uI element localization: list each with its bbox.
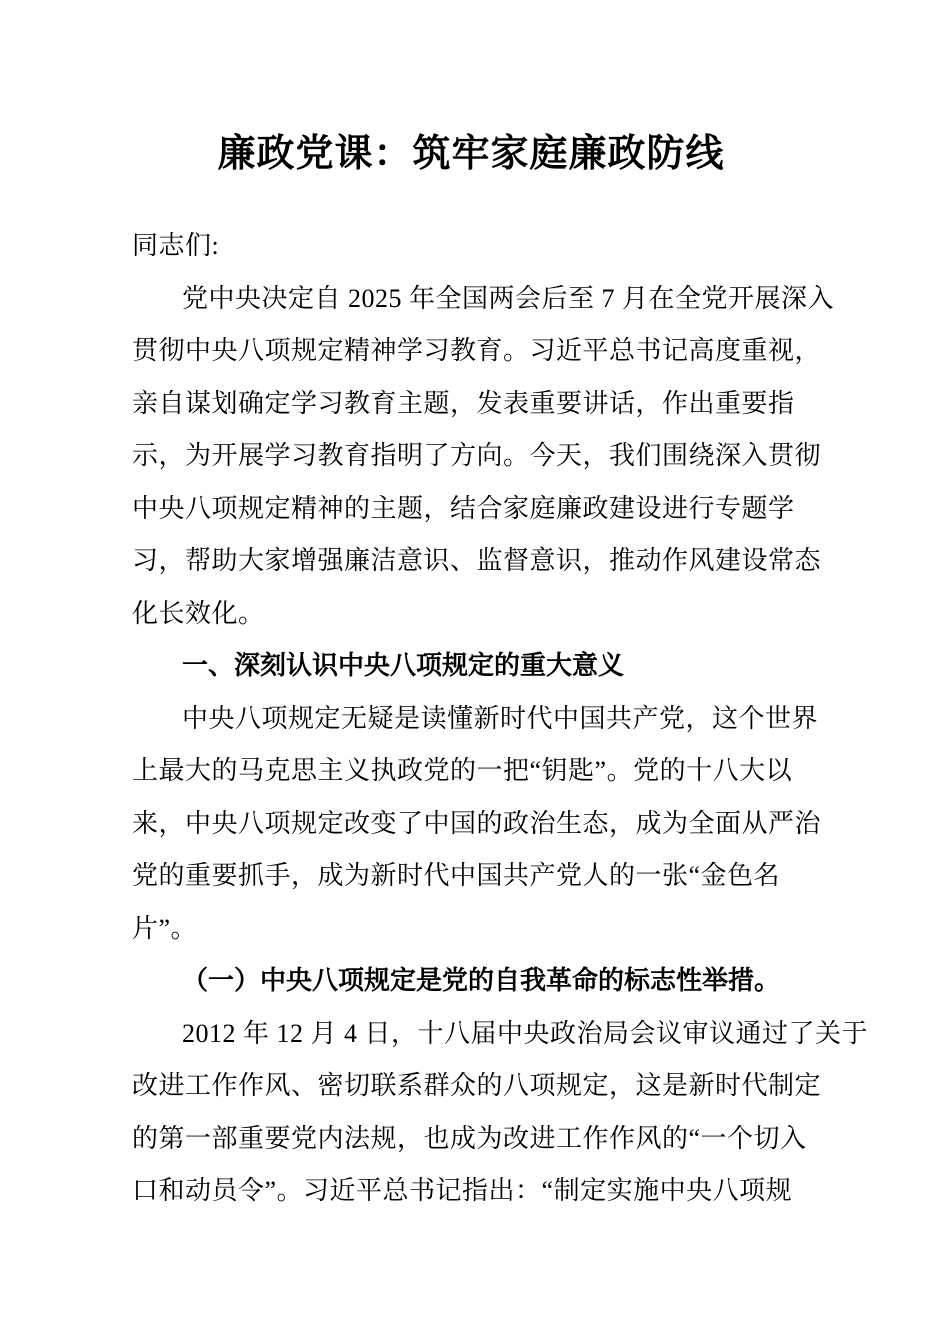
paragraph-2-line: 中央八项规定无疑是读懂新时代中国共产党，这个世界: [182, 703, 819, 733]
document-title: 廉政党课：筑牢家庭廉政防线: [217, 131, 725, 175]
section-1-heading: 一、深刻认识中央八项规定的重大意义: [182, 651, 625, 681]
paragraph-1-line: 贯彻中央八项规定精神学习教育。习近平总书记高度重视，: [132, 336, 822, 365]
paragraph-3-line: 改进工作作风、密切联系群众的八项规定，这是新时代制定: [132, 1071, 822, 1100]
paragraph-1-line: 示，为开展学习教育指明了方向。今天，我们围绕深入贯彻: [132, 441, 822, 470]
document-body: [132, 220, 869, 1218]
paragraph-1-line: 党中央决定自 2025 年全国两会后至 7 月在全党开展深入: [182, 283, 835, 313]
paragraph-1-line: 化长效化。: [132, 598, 265, 628]
paragraph-3-line: 2012 年 12 月 4 日，十八届中央政治局会议审议通过了关于: [182, 1018, 869, 1048]
section-1-sub-heading: （一）中央八项规定是党的自我革命的标志性举措。: [182, 966, 781, 996]
paragraph-1-line: 中央八项规定精神的主题，结合家庭廉政建设进行专题学: [132, 493, 795, 523]
salutation-line: 同志们:: [132, 231, 220, 260]
paragraph-3-line: 的第一部重要党内法规，也成为改进工作作风的“一个切入: [132, 1123, 807, 1153]
paragraph-1-line: 习，帮助大家增强廉洁意识、监督意识，推动作风建设常态: [132, 546, 822, 575]
paragraph-2-line: 上最大的马克思主义执政党的一把“钥匙”。党的十八大以: [132, 756, 793, 785]
paragraph-1-line: 亲自谋划确定学习教育主题，发表重要讲话，作出重要指: [132, 388, 795, 418]
paragraph-2-line: 片”。: [132, 913, 198, 943]
paragraph-2-line: 来，中央八项规定改变了中国的政治生态，成为全面从严治: [132, 808, 822, 838]
paragraph-3-line: 口和动员令”。习近平总书记指出：“制定实施中央八项规: [132, 1176, 793, 1205]
paragraph-2-line: 党的重要抓手，成为新时代中国共产党人的一张“金色名: [132, 861, 781, 890]
